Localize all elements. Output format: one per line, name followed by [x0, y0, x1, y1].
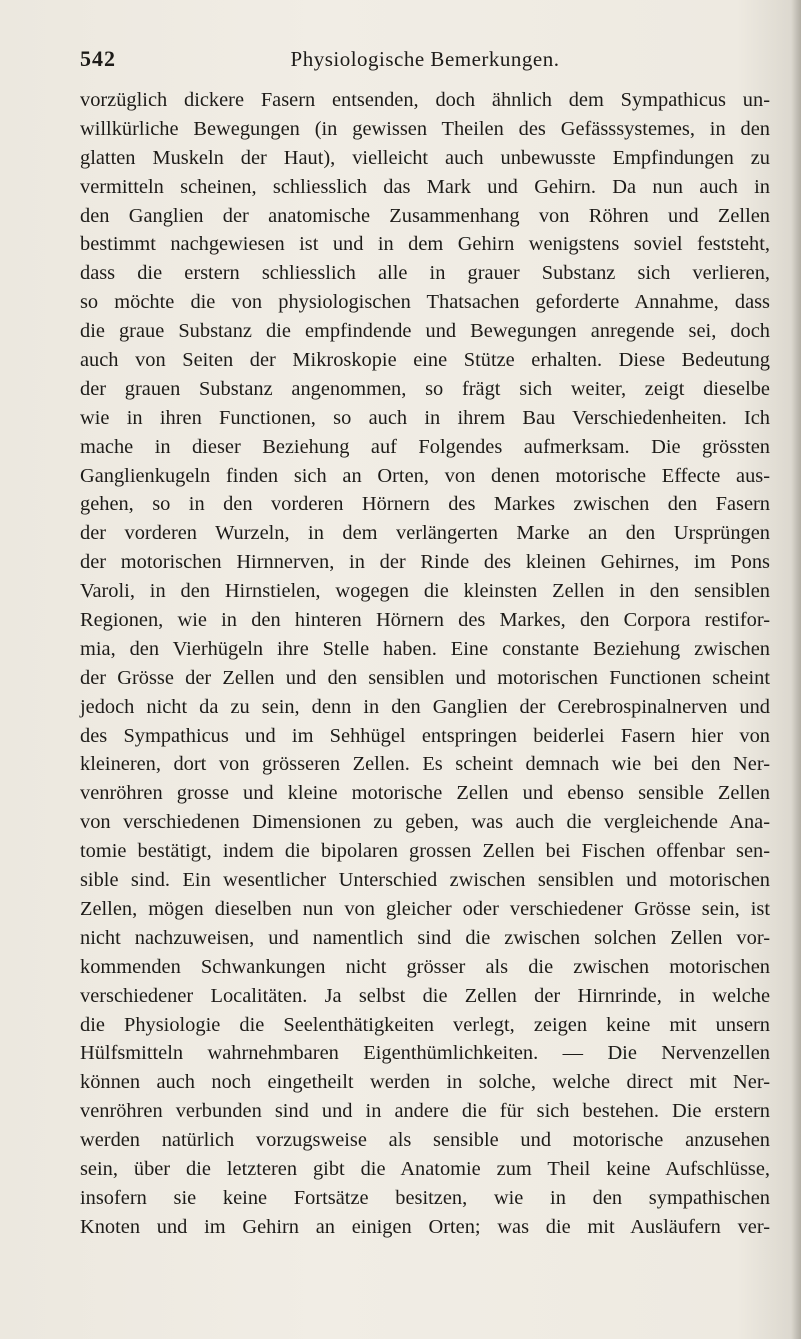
page-number: 542: [80, 46, 116, 71]
text-line: jedoch nicht da zu sein, denn in den Ganglien der Cerebrospinalnerven und: [80, 695, 770, 718]
text-line: werden natürlich vorzugsweise als sensible und motorische anzusehen: [80, 1129, 770, 1152]
text-line: sible sind. Ein wesentlicher Unterschied zwischen sensiblen und motorischen: [80, 869, 770, 892]
text-line: verschiedener Localitäten. Ja selbst die Zellen der Hirnrinde, in welche: [80, 984, 770, 1007]
text-line: gehen, so in den vorderen Hörnern des Markes zwischen den Fasern: [80, 493, 770, 516]
text-line: kommenden Schwankungen nicht grösser als die zwischen motorischen: [80, 955, 770, 978]
text-line: vorzüglich dickere Fasern entsenden, doch ähnlich dem Sympathicus un-: [80, 89, 770, 111]
text-line: Ganglienkugeln finden sich an Orten, von denen motorische Effecte aus-: [80, 464, 770, 487]
text-line: die graue Substanz die empfindende und Bewegungen anregende sei, doch: [80, 320, 770, 343]
text-line: tomie bestätigt, indem die bipolaren grossen Zellen bei Fischen offenbar sen-: [80, 840, 770, 863]
text-line: von verschiedenen Dimensionen zu geben, was auch die vergleichende Ana-: [80, 811, 770, 834]
text-line: den Ganglien der anatomische Zusammenhang von Röhren und Zellen: [80, 204, 770, 227]
text-line: die Physiologie die Seelenthätigkeiten verlegt, zeigen keine mit unsern: [80, 1013, 770, 1036]
running-head: Physiologische Bemerkungen.: [290, 47, 560, 71]
text-line: können auch noch eingetheilt werden in solche, welche direct mit Ner-: [80, 1071, 770, 1094]
text-line: wie in ihren Functionen, so auch in ihrem Bau Verschiedenheiten. Ich: [80, 406, 770, 429]
text-line: venröhren verbunden sind und in andere die für sich bestehen. Die erstern: [80, 1100, 770, 1123]
text-line: Hülfsmitteln wahrnehmbaren Eigenthümlichkeiten. — Die Nervenzellen: [80, 1042, 770, 1065]
text-line: mia, den Vierhügeln ihre Stelle haben. Eine constante Beziehung zwischen: [80, 637, 770, 660]
text-line: so möchte die von physiologischen Thatsachen geforderte Annahme, dass: [80, 291, 770, 314]
text-line: vermitteln scheinen, schliesslich das Mark und Gehirn. Da nun auch in: [80, 175, 770, 198]
text-line: kleineren, dort von grösseren Zellen. Es scheint demnach wie bei den Ner-: [80, 753, 770, 776]
text-line: venröhren grosse und kleine motorische Zellen und ebenso sensible Zellen: [80, 782, 770, 805]
text-line: bestimmt nachgewiesen ist und in dem Gehirn wenigstens soviel feststeht,: [80, 233, 770, 256]
text-line: der motorischen Hirnnerven, in der Rinde des kleinen Gehirnes, im Pons: [80, 551, 770, 574]
text-line: nicht nachzuweisen, und namentlich sind die zwischen solchen Zellen vor-: [80, 926, 770, 949]
text-line: des Sympathicus und im Sehhügel entspringen beiderlei Fasern hier von: [80, 724, 770, 747]
text-line: sein, über die letzteren gibt die Anatomie zum Theil keine Aufschlüsse,: [80, 1157, 770, 1180]
page-header: [80, 46, 770, 76]
text-line: der vorderen Wurzeln, in dem verlängerten Marke an den Ursprüngen: [80, 522, 770, 545]
text-line: auch von Seiten der Mikroskopie eine Stütze erhalten. Diese Bedeutung: [80, 349, 770, 372]
body-text: [80, 86, 770, 1242]
text-line: der Grösse der Zellen und den sensiblen und motorischen Functionen scheint: [80, 666, 770, 689]
text-line: insofern sie keine Fortsätze besitzen, wie in den sympathischen: [80, 1186, 770, 1209]
text-line: dass die erstern schliesslich alle in grauer Substanz sich verlieren,: [80, 262, 770, 285]
text-line: mache in dieser Beziehung auf Folgendes aufmerksam. Die grössten: [80, 435, 770, 458]
text-line: Zellen, mögen dieselben nun von gleicher oder verschiedener Grösse sein, ist: [80, 897, 770, 920]
page-edge-shadow: [791, 0, 801, 1339]
text-line: der grauen Substanz angenommen, so frägt sich weiter, zeigt dieselbe: [80, 377, 770, 400]
text-line: Knoten und im Gehirn an einigen Orten; was die mit Ausläufern ver-: [80, 1215, 770, 1238]
text-line: glatten Muskeln der Haut), vielleicht auch unbewusste Empfindungen zu: [80, 146, 770, 169]
text-line: Varoli, in den Hirnstielen, wogegen die kleinsten Zellen in den sensiblen: [80, 580, 770, 603]
text-line: willkürliche Bewegungen (in gewissen Theilen des Gefässsystemes, in den: [80, 117, 770, 140]
text-line: Regionen, wie in den hinteren Hörnern des Markes, den Corpora restifor-: [80, 609, 770, 632]
